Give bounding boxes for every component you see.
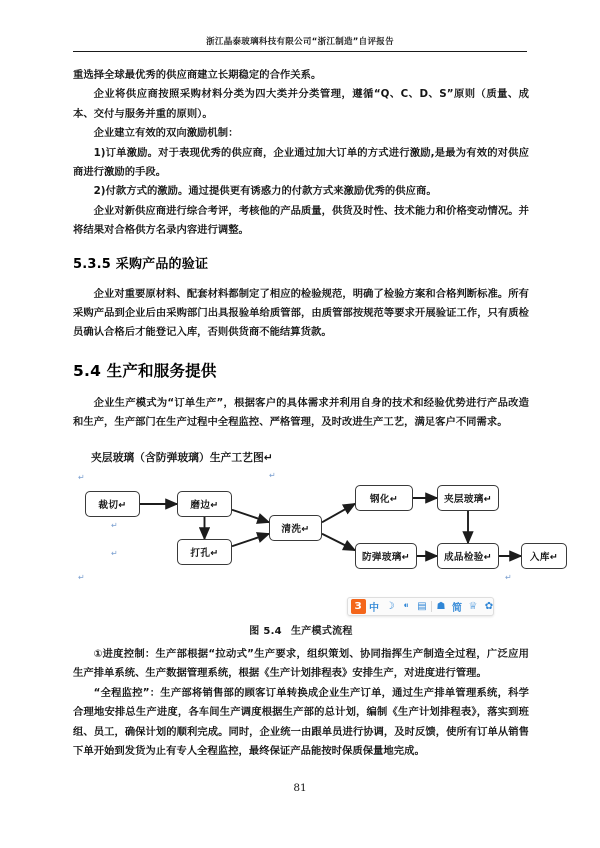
paragraph-payment-incentive: 2)付款方式的激励。通过提供更有诱惑力的付款方式来激励优秀的供应商。 — [93, 185, 437, 198]
paragraph-order-incentive: 1)订单激励。对于表现优秀的供应商，企业通过加大订单的方式进行激励,是最为有效的对供应商进行激励的手段。 — [73, 146, 529, 179]
heading-5-4: 5.4 生产和服务提供 — [73, 361, 217, 380]
spacer — [73, 433, 529, 448]
chinese-mode-icon[interactable]: 中 — [369, 603, 379, 614]
paragraph-incentive-intro: 企业建立有效的双向激励机制： — [93, 127, 239, 140]
figure-title: 夹层玻璃（含防弹玻璃）生产工艺图↵ — [91, 450, 273, 464]
user-profile-icon[interactable]: ☗ — [436, 601, 446, 612]
flow-node-temper: 钢化↵ — [355, 485, 413, 511]
paragraph-mark: ↵ — [78, 472, 85, 482]
spacer — [73, 241, 529, 255]
paragraph-full-monitoring: “全程监控”：生产部将销售部的顾客订单转换成企业生产订单，通过生产排单管理系统，科学合理地安排总生产进度，各车间生产调度根据生产部的总计划，编制《生产计划排程表》，落实到班组、员工，确保计划的顺利完成。同时，企业统一由跟单员进行协调，及时反馈，使所有订单从销售下单开始到发货为止有专人全程监控，最终保证产品能按时保质保量地完成。 — [73, 686, 529, 758]
figure-caption — [73, 622, 529, 637]
sogou-logo-icon[interactable] — [350, 599, 366, 615]
spacer — [73, 274, 529, 285]
settings-gear-icon[interactable]: ✿ — [484, 601, 494, 612]
paragraph-mark: ↵ — [505, 572, 512, 582]
paragraph-mark: ↵ — [78, 572, 85, 582]
flow-edge-drill-to-wash — [232, 533, 269, 546]
flow-node-storage: 入库↵ — [521, 543, 567, 569]
flow-node-drill: 打孔↵ — [177, 539, 232, 565]
spacer — [73, 343, 529, 360]
flow-node-cut: 裁切↵ — [85, 491, 140, 517]
paragraph-mark: ↵ — [269, 470, 276, 480]
figure-caption-text: 生产模式流程 — [290, 626, 353, 637]
page-number: 81 — [293, 782, 307, 794]
flow-node-inspect: 成品检验↵ — [437, 543, 499, 569]
flow-node-bulletproof: 防弹玻璃↵ — [355, 543, 417, 569]
paragraph-mark: ↵ — [111, 520, 118, 530]
paragraph-production-mode: 企业生产模式为“订单生产”，根据客户的具体需求并利用自身的技术和经验优势进行产品改造和生产，生产部门在生产过程中全程监控、严格管理，及时改进生产工艺，满足客户不同需求。 — [73, 396, 529, 429]
paragraph-mark: ↵ — [111, 548, 118, 558]
paragraph-purchase-verification: 企业对重要原材料、配套材料都制定了相应的检验规范，明确了检验方案和合格判断标准。所有采购产品到企业后由采购部门出具报验单给质管部，由质管部按规范等要求开展验证工作，只有质检员确认合格后才能登记入库，否则供货商不能结算货款。 — [73, 287, 529, 339]
simplified-chinese-icon[interactable]: 简 — [452, 603, 462, 614]
header-title: 浙江晶泰玻璃科技有限公司“浙江制造”自评报告 — [206, 37, 394, 47]
flow-edge-wash-to-bulletproof — [322, 533, 355, 550]
toolbar-divider — [431, 601, 432, 612]
moon-icon[interactable]: ☽ — [385, 601, 395, 612]
running-header — [73, 36, 527, 52]
flow-edge-grind-to-wash — [232, 509, 269, 522]
paragraph-new-supplier-review: 企业对新供应商进行综合考评，考核他的产品质量，供货及时性、技术能力和价格变动情况。并将结果对合格供方名录内容进行调整。 — [73, 204, 529, 237]
production-process-flowchart — [73, 469, 559, 582]
sogou-ime-toolbar[interactable] — [347, 597, 494, 616]
heading-5-3-5: 5.3.5 采购产品的验证 — [73, 256, 209, 272]
spacer — [73, 382, 529, 394]
flow-node-laminated: 夹层玻璃↵ — [437, 485, 499, 511]
page-body-lower — [73, 645, 529, 761]
flow-node-wash: 清洗↵ — [269, 515, 322, 541]
paragraph-continuation: 重选择全球最优秀的供应商建立长期稳定的合作关系。 — [73, 69, 322, 81]
header-rule — [73, 51, 527, 52]
soft-keyboard-icon[interactable]: ▤ — [417, 601, 427, 612]
sogou-logo-glyph: З — [351, 599, 366, 614]
flow-node-grind: 磨边↵ — [177, 491, 232, 517]
flow-edge-wash-to-temper — [322, 503, 355, 522]
punctuation-icon[interactable]: ⁌ — [403, 601, 409, 612]
figure-caption-number: 图 5.4 — [249, 626, 282, 637]
paragraph-supplier-classification: 企业将供应商按照采购材料分类为四大类并分类管理，遵循“Q、C、D、S”原则（质量、成本、交付与服务并重的原则）。 — [73, 88, 529, 120]
page-body-upper — [73, 66, 559, 582]
paragraph-schedule-control: ①进度控制：生产部根据“拉动式”生产要求，组织策划、协同指挥生产制造全过程，广泛应用生产排单系统、生产数据管理系统，根据《生产计划排程表》安排生产，对进度进行管理。 — [73, 648, 529, 680]
skin-icon[interactable]: ♕ — [468, 601, 478, 612]
